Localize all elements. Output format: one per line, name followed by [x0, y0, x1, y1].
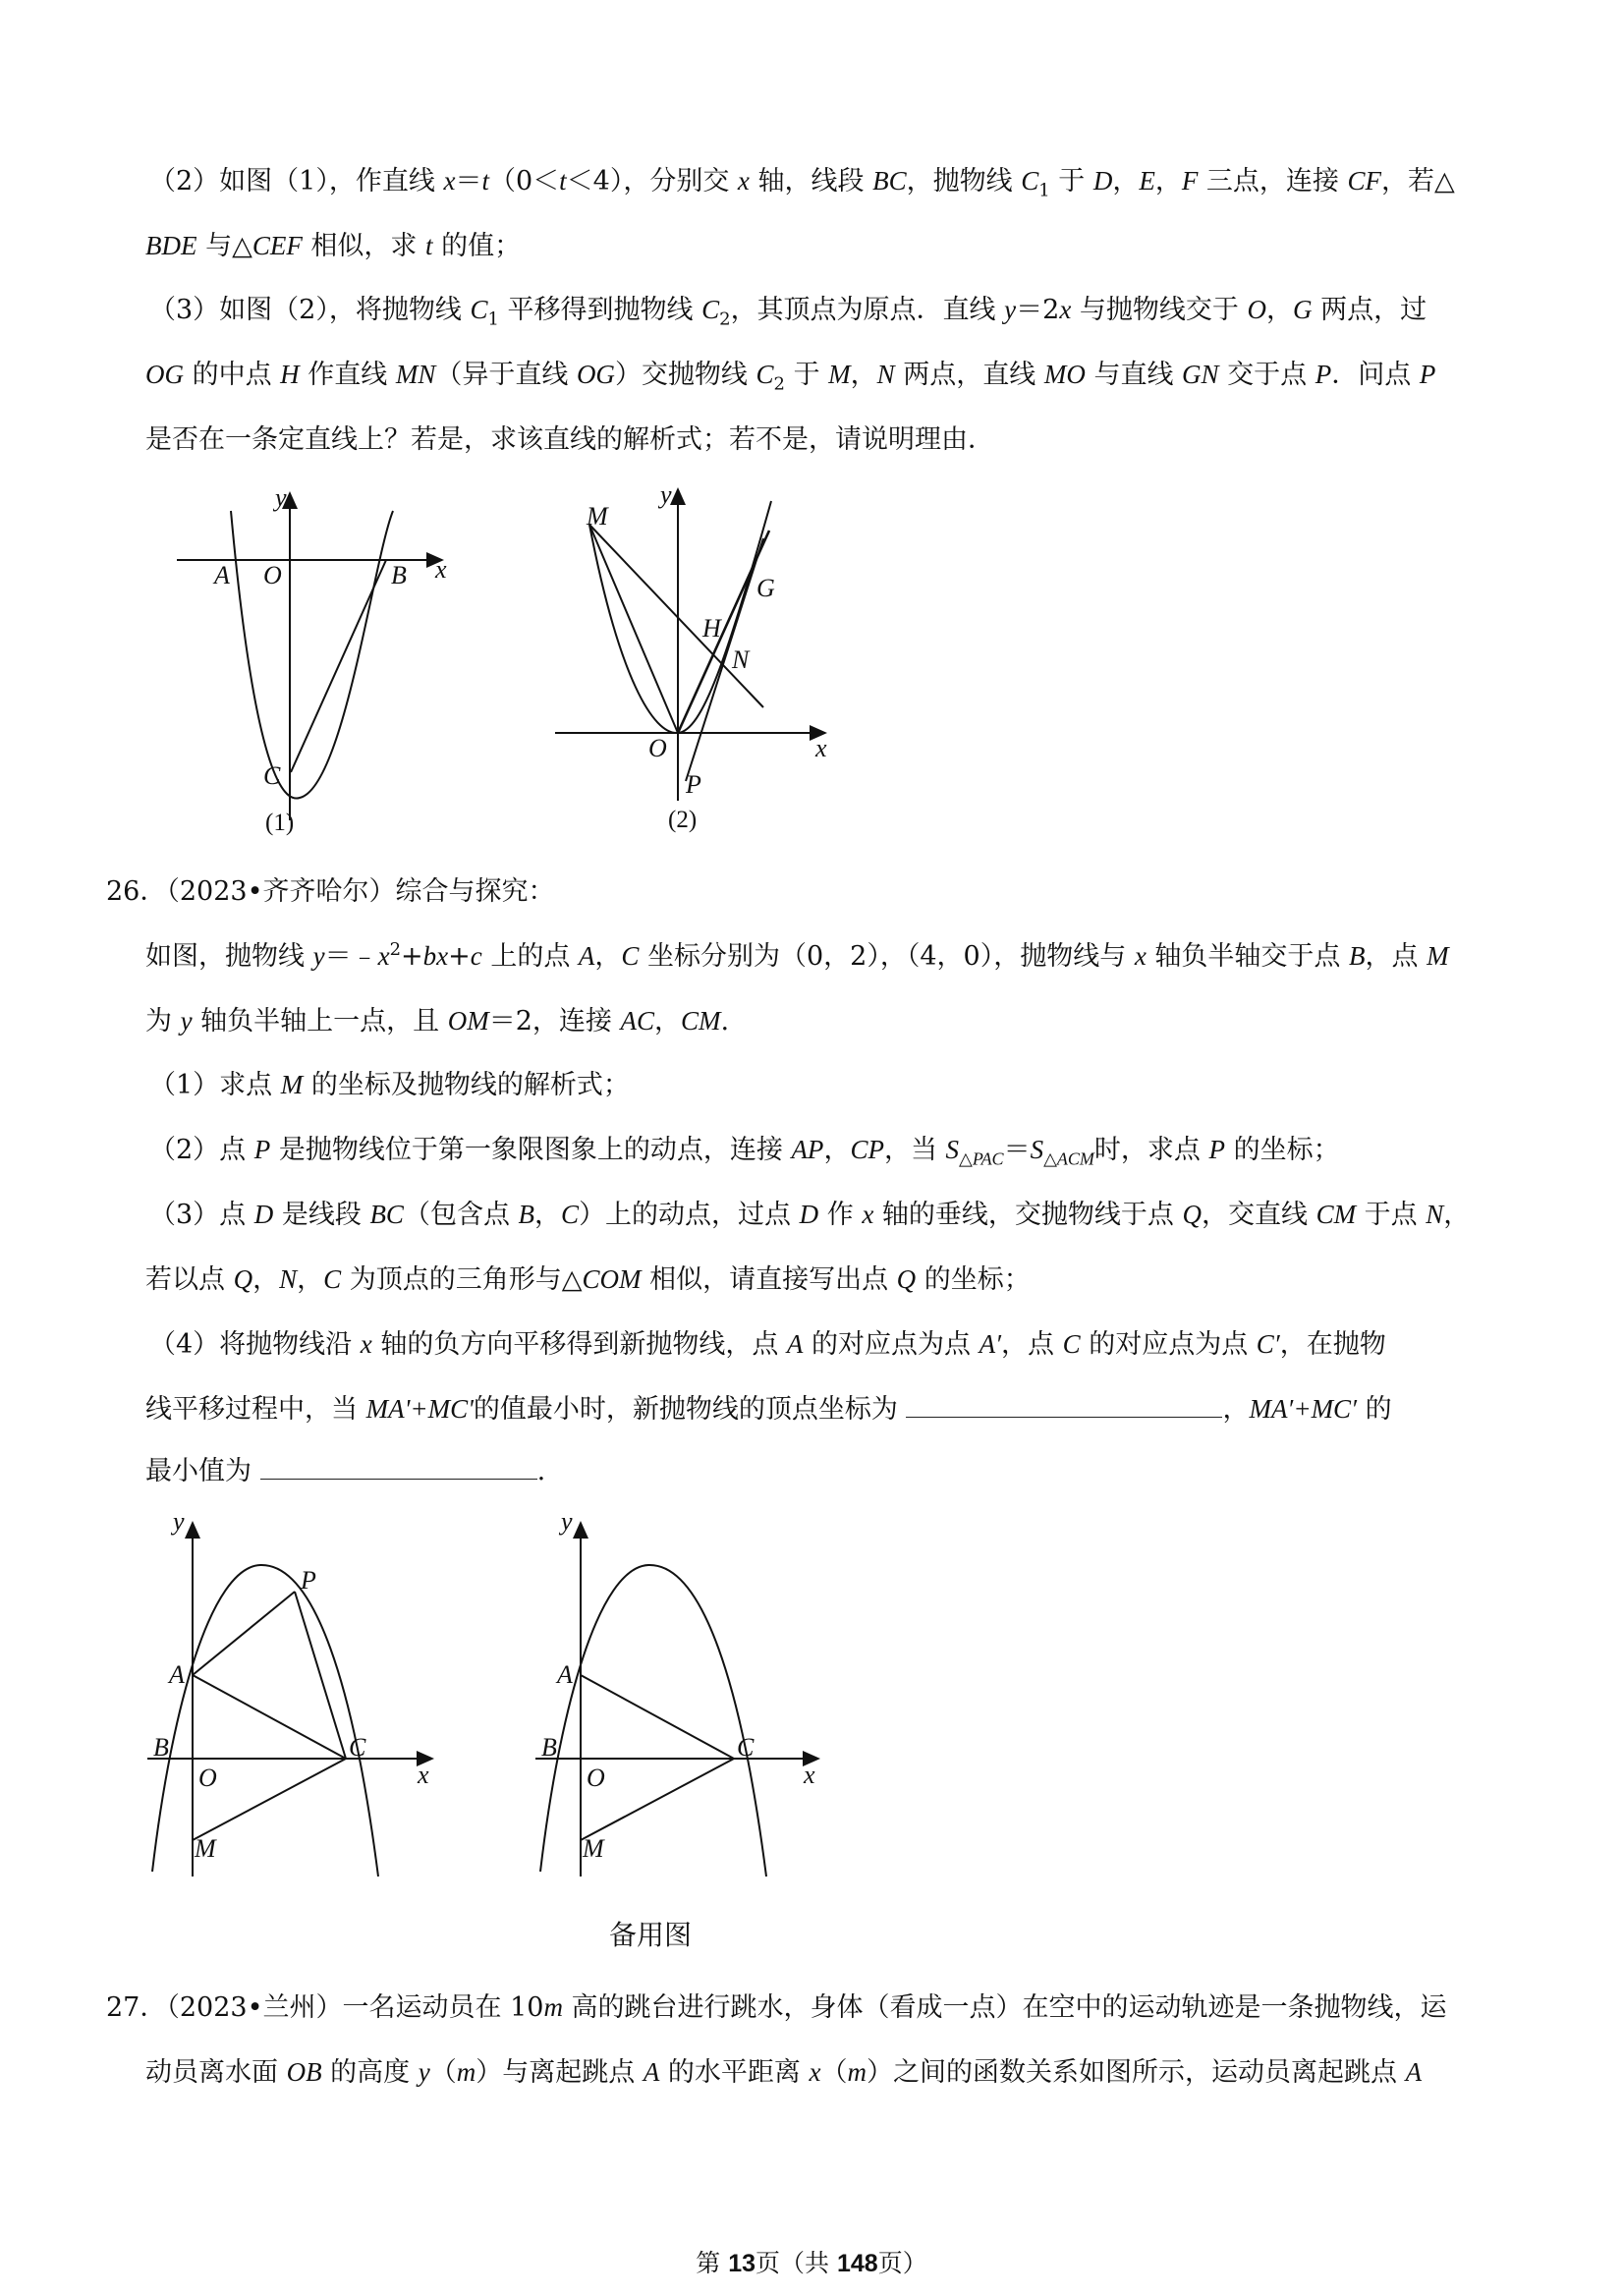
label-o: O: [263, 561, 282, 589]
label-c: C: [349, 1733, 366, 1762]
label-x: x: [804, 1761, 815, 1789]
q26-part3-line2: 若以点 Q，N，C 为顶点的三角形与△COM 相似，请直接写出点 Q 的坐标；: [145, 1264, 1031, 1295]
q26-part1: （1）求点 M 的坐标及抛物线的解析式；: [149, 1070, 630, 1100]
label-x: x: [435, 555, 447, 584]
label-m: M: [587, 502, 608, 531]
label-a: A: [169, 1660, 185, 1689]
figure-caption: (1): [265, 810, 295, 836]
q27-line2: 动员离水面 OB 的高度 y（m）与离起跳点 A 的水平距离 x（m）之间的函数关系如图所示，运动员离起跳点 A: [145, 2057, 1423, 2088]
label-b: B: [541, 1733, 557, 1762]
line-gn: [686, 538, 763, 781]
label-o: O: [198, 1764, 217, 1792]
q25-part2-line1: （2）如图（1），作直线 x＝t（0＜t＜4），分别交 x 轴，线段 BC，抛物线 $C_1$ 于 D，E，F 三点，连接 CF，若△: [149, 166, 1455, 201]
q26-part3-line1: （3）点 D 是线段 BC（包含点 B，C）上的动点，过点 D 作 x 轴的垂线，交抛物线于点 Q，交直线 CM 于点 N，: [149, 1200, 1471, 1230]
q26-stem-line1: 如图，抛物线 $y=﹣x^2+bx+c$ 上的点 A，C 坐标分别为（0，2），（4，0），抛物线与 x 轴负半轴交于点 B，点 M: [145, 939, 1449, 972]
label-c: C: [263, 761, 281, 790]
q25-part3-line2: OG 的中点 H 作直线 MN（异于直线 OG）交抛物线 $C_2$ 于 M，N 两点，直线 MO 与直线 GN 交于点 P．问点 P: [145, 360, 1436, 395]
label-b: B: [391, 561, 407, 589]
line-mo: [589, 525, 678, 733]
segment-ac: [193, 1675, 346, 1759]
q27-line1: 27．（2023•兰州）一名运动员在 10m 高的跳台进行跳水，身体（看成一点）在空中的运动轨迹是一条抛物线，运: [106, 1992, 1447, 2023]
q26-header: 26．（2023•齐齐哈尔）综合与探究：: [106, 876, 555, 907]
label-p: P: [686, 770, 701, 799]
label-m: M: [583, 1834, 604, 1863]
label-c: C: [737, 1733, 755, 1762]
q26-figure-spare: [526, 1508, 840, 1881]
q25-part3-line3: 是否在一条定直线上？若是，求该直线的解析式；若不是，请说明理由．: [145, 424, 994, 455]
label-p: P: [301, 1566, 316, 1595]
segment-ap: [193, 1592, 295, 1675]
q26-part4-line3: 最小值为 .: [145, 1452, 1521, 1491]
spare-figure-caption: 备用图: [609, 1919, 693, 1951]
q26-stem-line2: 为 y 轴负半轴上一点，且 OM＝2，连接 AC，CM.: [145, 1006, 730, 1036]
q26-figure-main: [138, 1508, 452, 1881]
label-y: y: [660, 481, 672, 509]
q25-part2-line2: BDE 与△CEF 相似，求 t 的值；: [145, 231, 522, 261]
label-n: N: [732, 645, 750, 674]
q25-part3-line1: （3）如图（2），将抛物线 $C_1$ 平移得到抛物线 $C_2$，其顶点为原点．直线 y＝2x 与抛物线交于 O，G 两点，过: [149, 295, 1427, 330]
label-a: A: [557, 1660, 573, 1689]
q26-part2: （2）点 P 是抛物线位于第一象限图象上的动点，连接 AP，CP，当 $S_{\triangle PAC}=S_{\triangle ACM}$时，求点 P 的坐标；: [149, 1135, 1340, 1169]
label-y: y: [173, 1508, 185, 1536]
segment-ac: [581, 1675, 734, 1759]
q25-figure-1: [157, 481, 472, 845]
page-total: 148: [836, 2250, 878, 2277]
parabola-c2: [589, 501, 771, 733]
label-m: M: [195, 1834, 216, 1863]
label-x: x: [418, 1761, 429, 1789]
parabola-c1: [231, 511, 393, 799]
label-b: B: [153, 1733, 169, 1762]
parabola: [540, 1565, 766, 1876]
label-o: O: [587, 1764, 605, 1792]
label-a: A: [214, 561, 230, 589]
label-x: x: [815, 734, 827, 762]
parabola: [152, 1565, 378, 1876]
q26-part4-line1: （4）将抛物线沿 x 轴的负方向平移得到新抛物线，点 A 的对应点为点 A′，点 C 的对应点为点 C′，在抛物: [149, 1329, 1386, 1360]
label-g: G: [756, 574, 775, 602]
q25-figure-2: [545, 481, 860, 845]
page-number: 13: [728, 2250, 756, 2277]
segment-bc: [291, 560, 386, 772]
label-h: H: [702, 614, 721, 643]
answer-blank-min-value: [260, 1453, 537, 1480]
q26-part4-line2: 线平移过程中，当 MA'+MC'的值最小时，新抛物线的顶点坐标为 ，MA′+MC′ 的: [145, 1389, 1521, 1429]
label-o: O: [648, 734, 667, 762]
page-footer: 第 13页（共 148页）: [696, 2249, 927, 2277]
answer-blank-vertex: [906, 1391, 1222, 1418]
figure-caption: (2): [668, 807, 698, 833]
label-y: y: [275, 483, 287, 512]
segment-cp: [295, 1592, 346, 1759]
label-y: y: [561, 1508, 573, 1536]
